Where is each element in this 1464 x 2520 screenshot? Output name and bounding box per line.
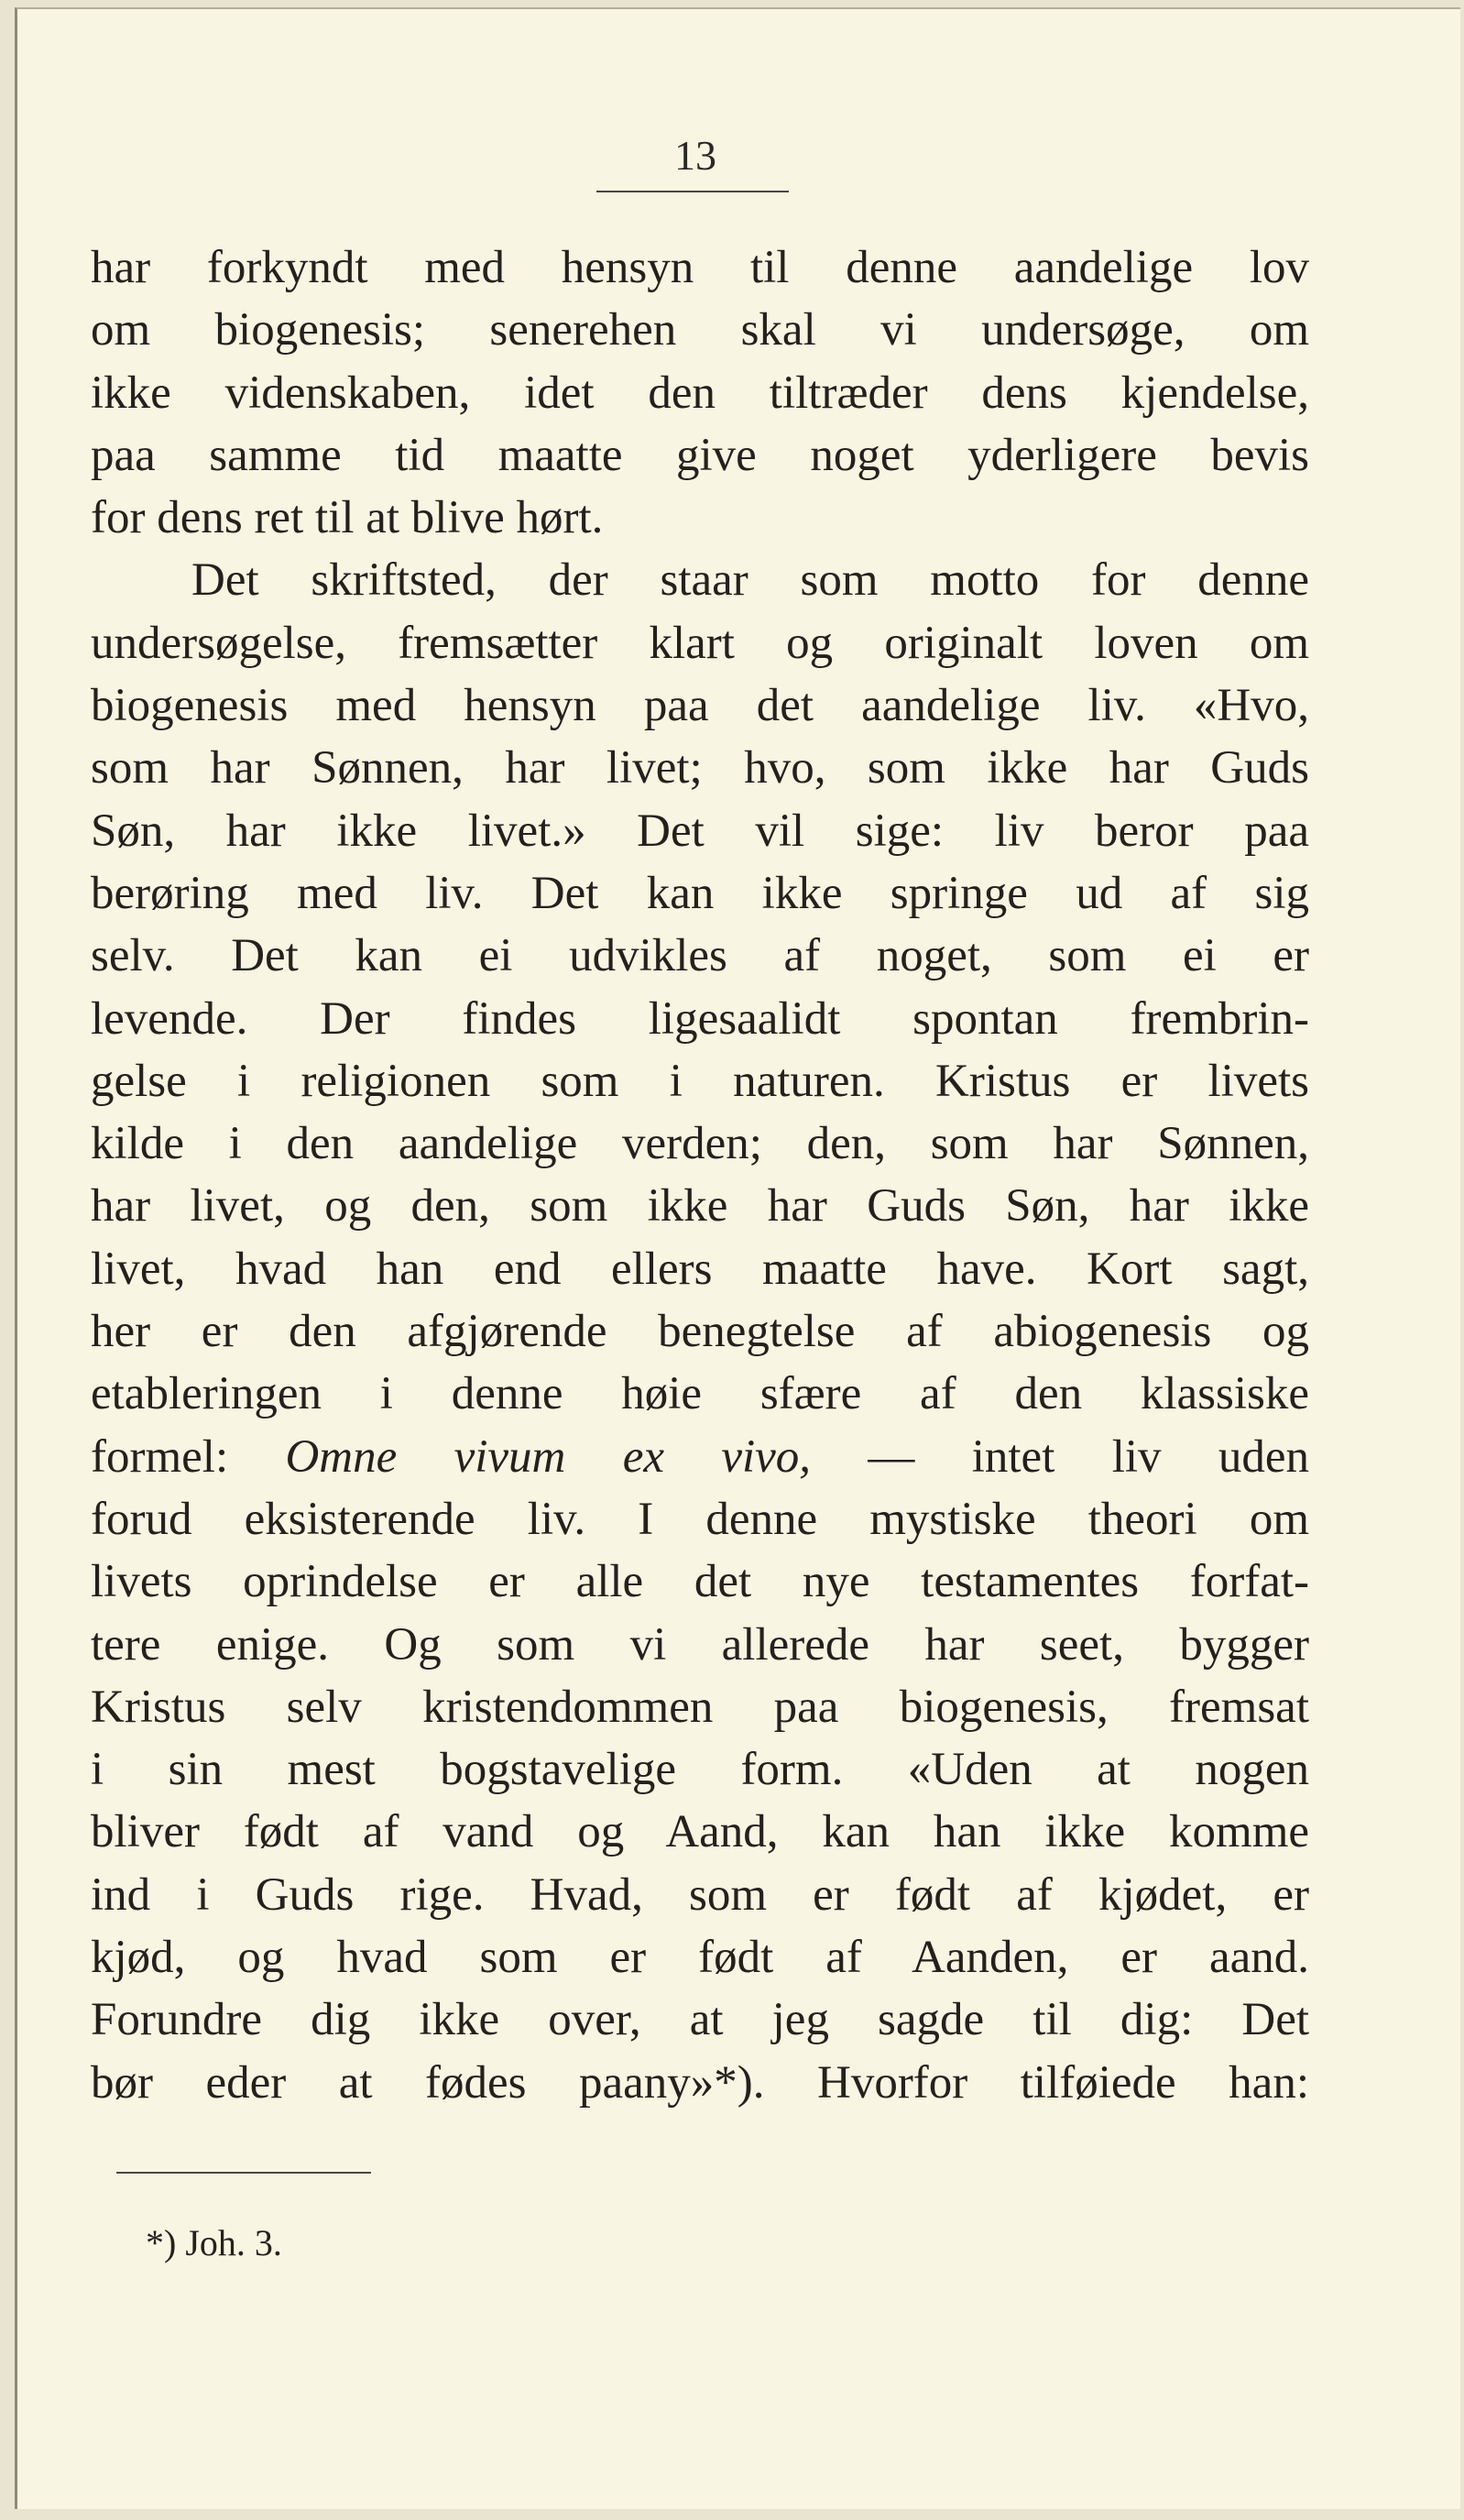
page-number-rule [596, 191, 789, 192]
text-line: om biogenesis; senerehen skal vi undersøge, om [91, 304, 1309, 356]
text-line: levende. Der findes ligesaalidt spontan frembrin- [91, 992, 1309, 1045]
text-line: berøring med liv. Det kan ikke springe ud af sig [91, 867, 1309, 919]
footnote: *) Joh. 3. [146, 2222, 282, 2263]
text-line: livet, hvad han end ellers maatte have. Kort sagt, [91, 1243, 1309, 1295]
text-line: livets oprindelse er alle det nye testamentes forfat- [91, 1556, 1309, 1608]
text-line: Det skriftsted, der staar som motto for denne [191, 554, 1309, 607]
formula-line [91, 1426, 1309, 1488]
text-line: forud eksisterende liv. I denne mystiske theori om [91, 1493, 1309, 1545]
text-line: tere enige. Og som vi allerede har seet, bygger [91, 1618, 1309, 1671]
text-line: biogenesis med hensyn paa det aandelige liv. «Hvo, [91, 680, 1309, 732]
text-line: ikke videnskaben, idet den tiltræder dens kjendelse, [91, 367, 1309, 419]
text-line: Kristus selv kristendommen paa biogenesis, fremsat [91, 1681, 1309, 1733]
text-line: har livet, og den, som ikke har Guds Søn, har ikke [91, 1180, 1309, 1233]
formula-tail: intet liv uden [971, 1430, 1309, 1483]
text-line: Forundre dig ikke over, at jeg sagde til dig: Det [91, 1994, 1309, 2046]
text-line: har forkyndt med hensyn til denne aandelige lov [91, 242, 1309, 293]
text-line: Søn, har ikke livet.» Det vil sige: liv beror paa [91, 805, 1309, 857]
page-number: 13 [674, 132, 716, 179]
text-line: ind i Guds rige. Hvad, som er født af kjødet, er [91, 1868, 1309, 1921]
body-text [91, 236, 1309, 2114]
em-dash: — [868, 1430, 915, 1483]
text-line: kilde i den aandelige verden; den, som har Sønnen, [91, 1118, 1309, 1170]
text-line: som har Sønnen, har livet; hvo, som ikke har Guds [91, 742, 1309, 794]
text-line: etableringen i denne høie sfære af den klassiske [91, 1368, 1309, 1420]
text-line: i sin mest bogstavelige form. «Uden at nogen [91, 1744, 1309, 1796]
formula-lead: formel: [91, 1430, 229, 1483]
footnote-rule [116, 2172, 371, 2174]
book-page [15, 7, 1460, 2509]
text-line: undersøgelse, fremsætter klart og originalt loven om [91, 617, 1309, 669]
text-line: her er den afgjørende benegtelse af abiogenesis og [91, 1306, 1309, 1358]
text-line: bør eder at fødes paany»*). Hvorfor tilføiede han: [91, 2056, 1309, 2109]
text-line: kjød, og hvad som er født af Aanden, er aand. [91, 1932, 1309, 1984]
latin-motto: Omne vivum ex vivo, [285, 1430, 812, 1483]
text-line: bliver født af vand og Aand, kan han ikke komme [91, 1806, 1309, 1858]
text-line: gelse i religionen som i naturen. Kristus er livets [91, 1055, 1309, 1107]
text-line: selv. Det kan ei udvikles af noget, som ei er [91, 930, 1309, 982]
text-line: for dens ret til at blive hørt. [91, 492, 604, 544]
text-line: paa samme tid maatte give noget yderligere bevis [91, 429, 1309, 481]
